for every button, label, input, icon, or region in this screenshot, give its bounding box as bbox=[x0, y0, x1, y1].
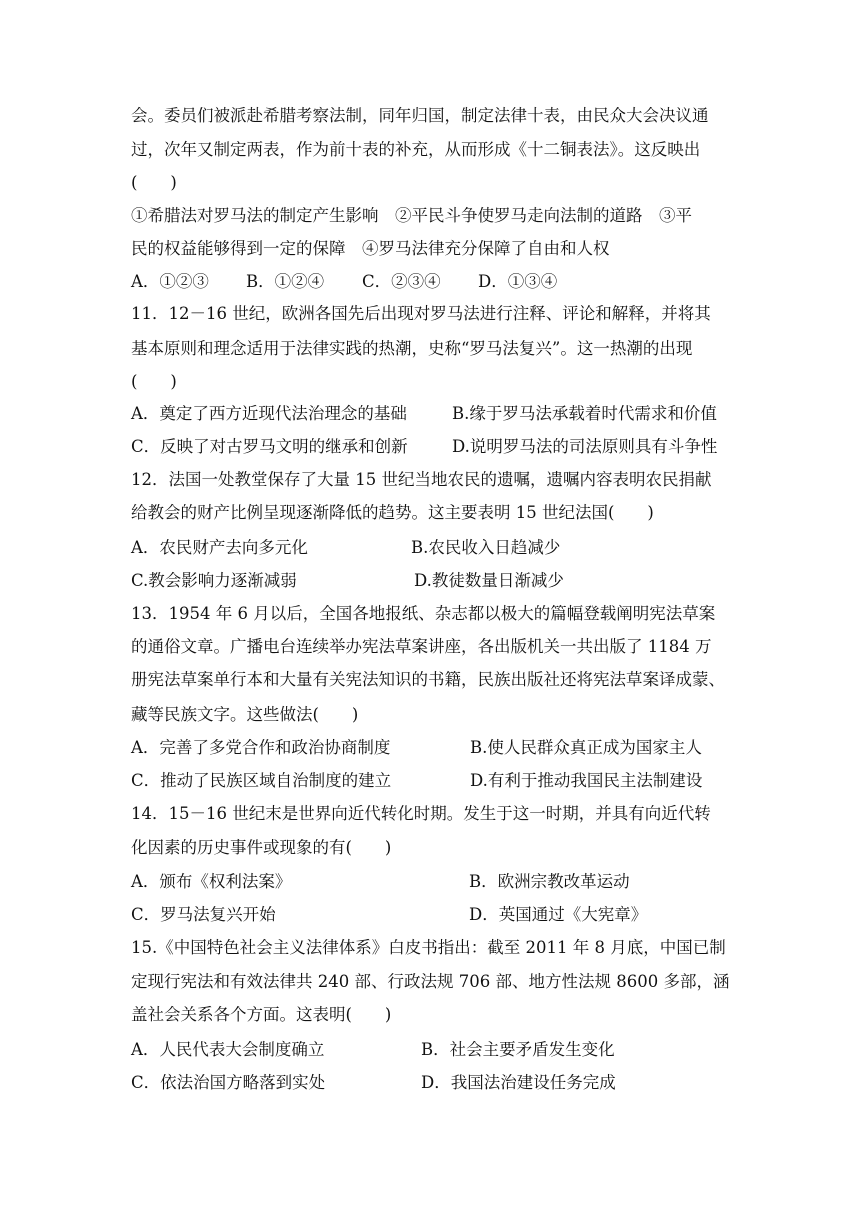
q13-option-d: D.有利于推动我国民主法制建设 bbox=[470, 771, 703, 790]
q10-line-1: 会。委员们被派赴希腊考察法制，同年归国，制定法律十表，由民众大会决议通 bbox=[131, 106, 709, 125]
q15-line-3: 盖社会关系各个方面。这表明( ) bbox=[131, 1005, 392, 1024]
q10-option-d: D．①③④ bbox=[478, 272, 558, 291]
q14-option-d: D．英国通过《大宪章》 bbox=[469, 905, 648, 924]
q10-line-4: ①希腊法对罗马法的制定产生影响 ②平民斗争使罗马走向法制的道路 ③平 bbox=[131, 206, 692, 225]
q12-line-2: 给教会的财产比例呈现逐渐降低的趋势。这主要表明 15 世纪法国( ) bbox=[131, 503, 654, 522]
q10-line-3: ( ) bbox=[131, 173, 177, 192]
q11-line-3: ( ) bbox=[131, 372, 177, 391]
q10-option-b: B．①②④ bbox=[246, 272, 325, 291]
q13-option-a: A．完善了多党合作和政治协商制度 bbox=[131, 738, 391, 757]
q12-option-a: A．农民财产去向多元化 bbox=[131, 538, 308, 557]
q11-option-d: D.说明罗马法的司法原则具有斗争性 bbox=[452, 437, 718, 456]
q13-option-b: B.使人民群众真正成为国家主人 bbox=[470, 738, 702, 757]
q13-line-2: 的通俗文章。广播电台连续举办宪法草案讲座，各出版机关一共出版了 1184 万 bbox=[131, 637, 712, 656]
q11-line-2: 基本原则和理念适用于法律实践的热潮，史称“罗马法复兴”。这一热潮的出现 bbox=[131, 339, 693, 358]
q14-option-a: A．颁布《权利法案》 bbox=[131, 872, 292, 891]
q11-option-b: B.缘于罗马法承载着时代需求和价值 bbox=[452, 404, 717, 423]
q13-line-1: 13．1954 年 6 月以后，全国各地报纸、杂志都以极大的篇幅登载阐明宪法草案 bbox=[131, 604, 716, 623]
q10-line-5: 民的权益能够得到一定的保障 ④罗马法律充分保障了自由和人权 bbox=[131, 239, 610, 258]
q13-line-4: 藏等民族文字。这些做法( ) bbox=[131, 705, 359, 724]
q10-line-2: 过，次年又制定两表，作为前十表的补充，从而形成《十二铜表法》。这反映出 bbox=[131, 140, 701, 159]
q14-option-c: C．罗马法复兴开始 bbox=[131, 905, 276, 924]
q12-option-c: C.教会影响力逐渐减弱 bbox=[131, 571, 297, 590]
q15-option-d: D．我国法治建设任务完成 bbox=[421, 1073, 616, 1092]
q10-option-a: A．①②③ bbox=[131, 272, 209, 291]
q13-line-3: 册宪法草案单行本和大量有关宪法知识的书籍，民族出版社还将宪法草案译成蒙、 bbox=[131, 670, 725, 689]
q11-line-1: 11．12－16 世纪，欧洲各国先后出现对罗马法进行注释、评论和解释，并将其 bbox=[131, 304, 711, 323]
q10-option-c: C．②③④ bbox=[362, 272, 441, 291]
q15-option-b: B．社会主要矛盾发生变化 bbox=[421, 1040, 615, 1059]
q15-option-c: C．依法治国方略落到实处 bbox=[131, 1073, 326, 1092]
q12-option-d: D.教徒数量日渐减少 bbox=[414, 571, 564, 590]
q12-line-1: 12．法国一处教堂保存了大量 15 世纪当地农民的遗嘱，遗嘱内容表明农民捐献 bbox=[131, 470, 712, 489]
q11-option-c: C．反映了对古罗马文明的继承和创新 bbox=[131, 437, 408, 456]
q15-line-1: 15.《中国特色社会主义法律体系》白皮书指出：截至 2011 年 8 月底，中国已制 bbox=[131, 938, 726, 957]
q14-option-b: B．欧洲宗教改革运动 bbox=[469, 872, 630, 891]
q15-line-2: 定现行宪法和有效法律共 240 部、行政法规 706 部、地方性法规 8600 多部，涵 bbox=[131, 972, 730, 991]
q13-option-c: C．推动了民族区域自治制度的建立 bbox=[131, 771, 392, 790]
q14-line-2: 化因素的历史事件或现象的有( ) bbox=[131, 838, 392, 857]
q14-line-1: 14．15－16 世纪末是世界向近代转化时期。发生于这一时期，并具有向近代转 bbox=[131, 804, 711, 823]
q15-option-a: A．人民代表大会制度确立 bbox=[131, 1040, 325, 1059]
q12-option-b: B.农民收入日趋减少 bbox=[411, 538, 561, 557]
q11-option-a: A．奠定了西方近现代法治理念的基础 bbox=[131, 404, 407, 423]
